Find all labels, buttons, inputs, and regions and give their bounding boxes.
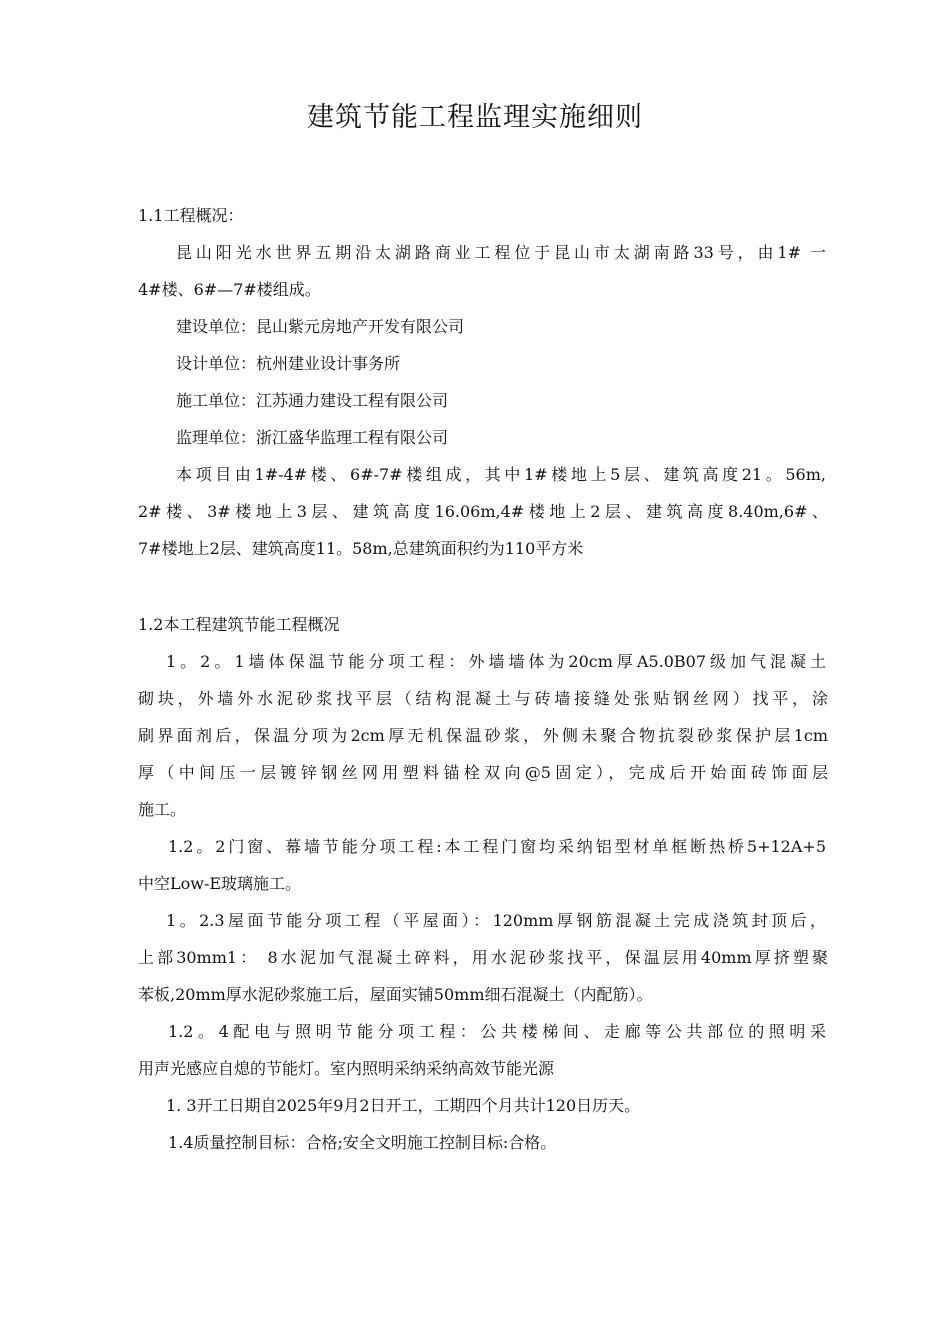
construction-unit: 建设单位：昆山紫元房地产开发有限公司	[176, 317, 465, 336]
project-line-1: 本项目由1#-4#楼、6#-7#楼组成，其中1#楼地上5层、建筑高度21。56m,	[176, 465, 826, 484]
builder-unit: 施工单位：江苏通力建设工程有限公司	[176, 391, 449, 410]
item-2-line-2: 中空Low-E玻璃施工。	[138, 874, 302, 893]
design-unit: 设计单位：杭州建业设计事务所	[176, 354, 401, 373]
item-2-line-1: 1.2。2门窗、幕墙节能分项工程:本工程门窗均采纳铝型材单框断热桥5+12A+5	[168, 837, 826, 856]
section-heading-1-2: 1.2本工程建筑节能工程概况	[138, 615, 340, 634]
item-1-line-5: 施工。	[138, 800, 187, 819]
item-3-line-3: 苯板,20mm厚水泥砂浆施工后，屋面实铺50mm细石混凝土（内配筋）。	[138, 985, 653, 1004]
project-line-3: 7#楼地上2层、建筑高度11。58m,总建筑面积约为110平方米	[138, 539, 584, 558]
page-title: 建筑节能工程监理实施细则	[307, 102, 643, 133]
item-3-line-1: 1。2.3屋面节能分项工程（平屋面）：120mm厚钢筋混凝土完成浇筑封顶后，	[166, 911, 826, 930]
item-1-line-1: 1。2。1墙体保温节能分项工程：外墙墙体为20cm厚A5.0B07级加气混凝土	[166, 652, 826, 671]
intro-line-1: 昆山阳光水世界五期沿太湖路商业工程位于昆山市太湖南路33号，由1# 一	[176, 243, 826, 262]
intro-line-2: 4#楼、6#—7#楼组成。	[138, 280, 321, 299]
section-1-4: 1.4质量控制目标：合格;安全文明施工控制目标:合格。	[168, 1133, 557, 1152]
item-4-line-2: 用声光感应自熄的节能灯。室内照明采纳采纳高效节能光源	[138, 1059, 555, 1078]
supervision-unit: 监理单位：浙江盛华监理工程有限公司	[176, 428, 449, 447]
item-4-line-1: 1.2。4配电与照明节能分项工程：公共楼梯间、走廊等公共部位的照明采	[168, 1022, 826, 1041]
project-line-2: 2#楼、3#楼地上3层、建筑高度16.06m,4#楼地上2层、建筑高度8.40m,6#、	[138, 502, 828, 521]
item-1-line-2: 砌块，外墙外水泥砂浆找平层（结构混凝土与砖墙接缝处张贴钢丝网）找平，涂	[138, 689, 828, 708]
item-1-line-3: 刷界面剂后，保温分项为2cm厚无机保温砂浆，外侧未聚合物抗裂砂浆保护层1cm	[138, 726, 828, 745]
item-3-line-2: 上部30mm1： 8水泥加气混凝土碎料，用水泥砂浆找平，保温层用40mm厚挤塑聚	[138, 948, 828, 967]
section-heading-1-1: 1.1工程概况：	[138, 206, 244, 225]
section-1-3: 1. 3开工日期自2025年9月2日开工，工期四个月共计120日历天。	[166, 1096, 641, 1115]
item-1-line-4: 厚（中间压一层镀锌钢丝网用塑料锚栓双向@5固定），完成后开始面砖饰面层	[138, 763, 828, 782]
